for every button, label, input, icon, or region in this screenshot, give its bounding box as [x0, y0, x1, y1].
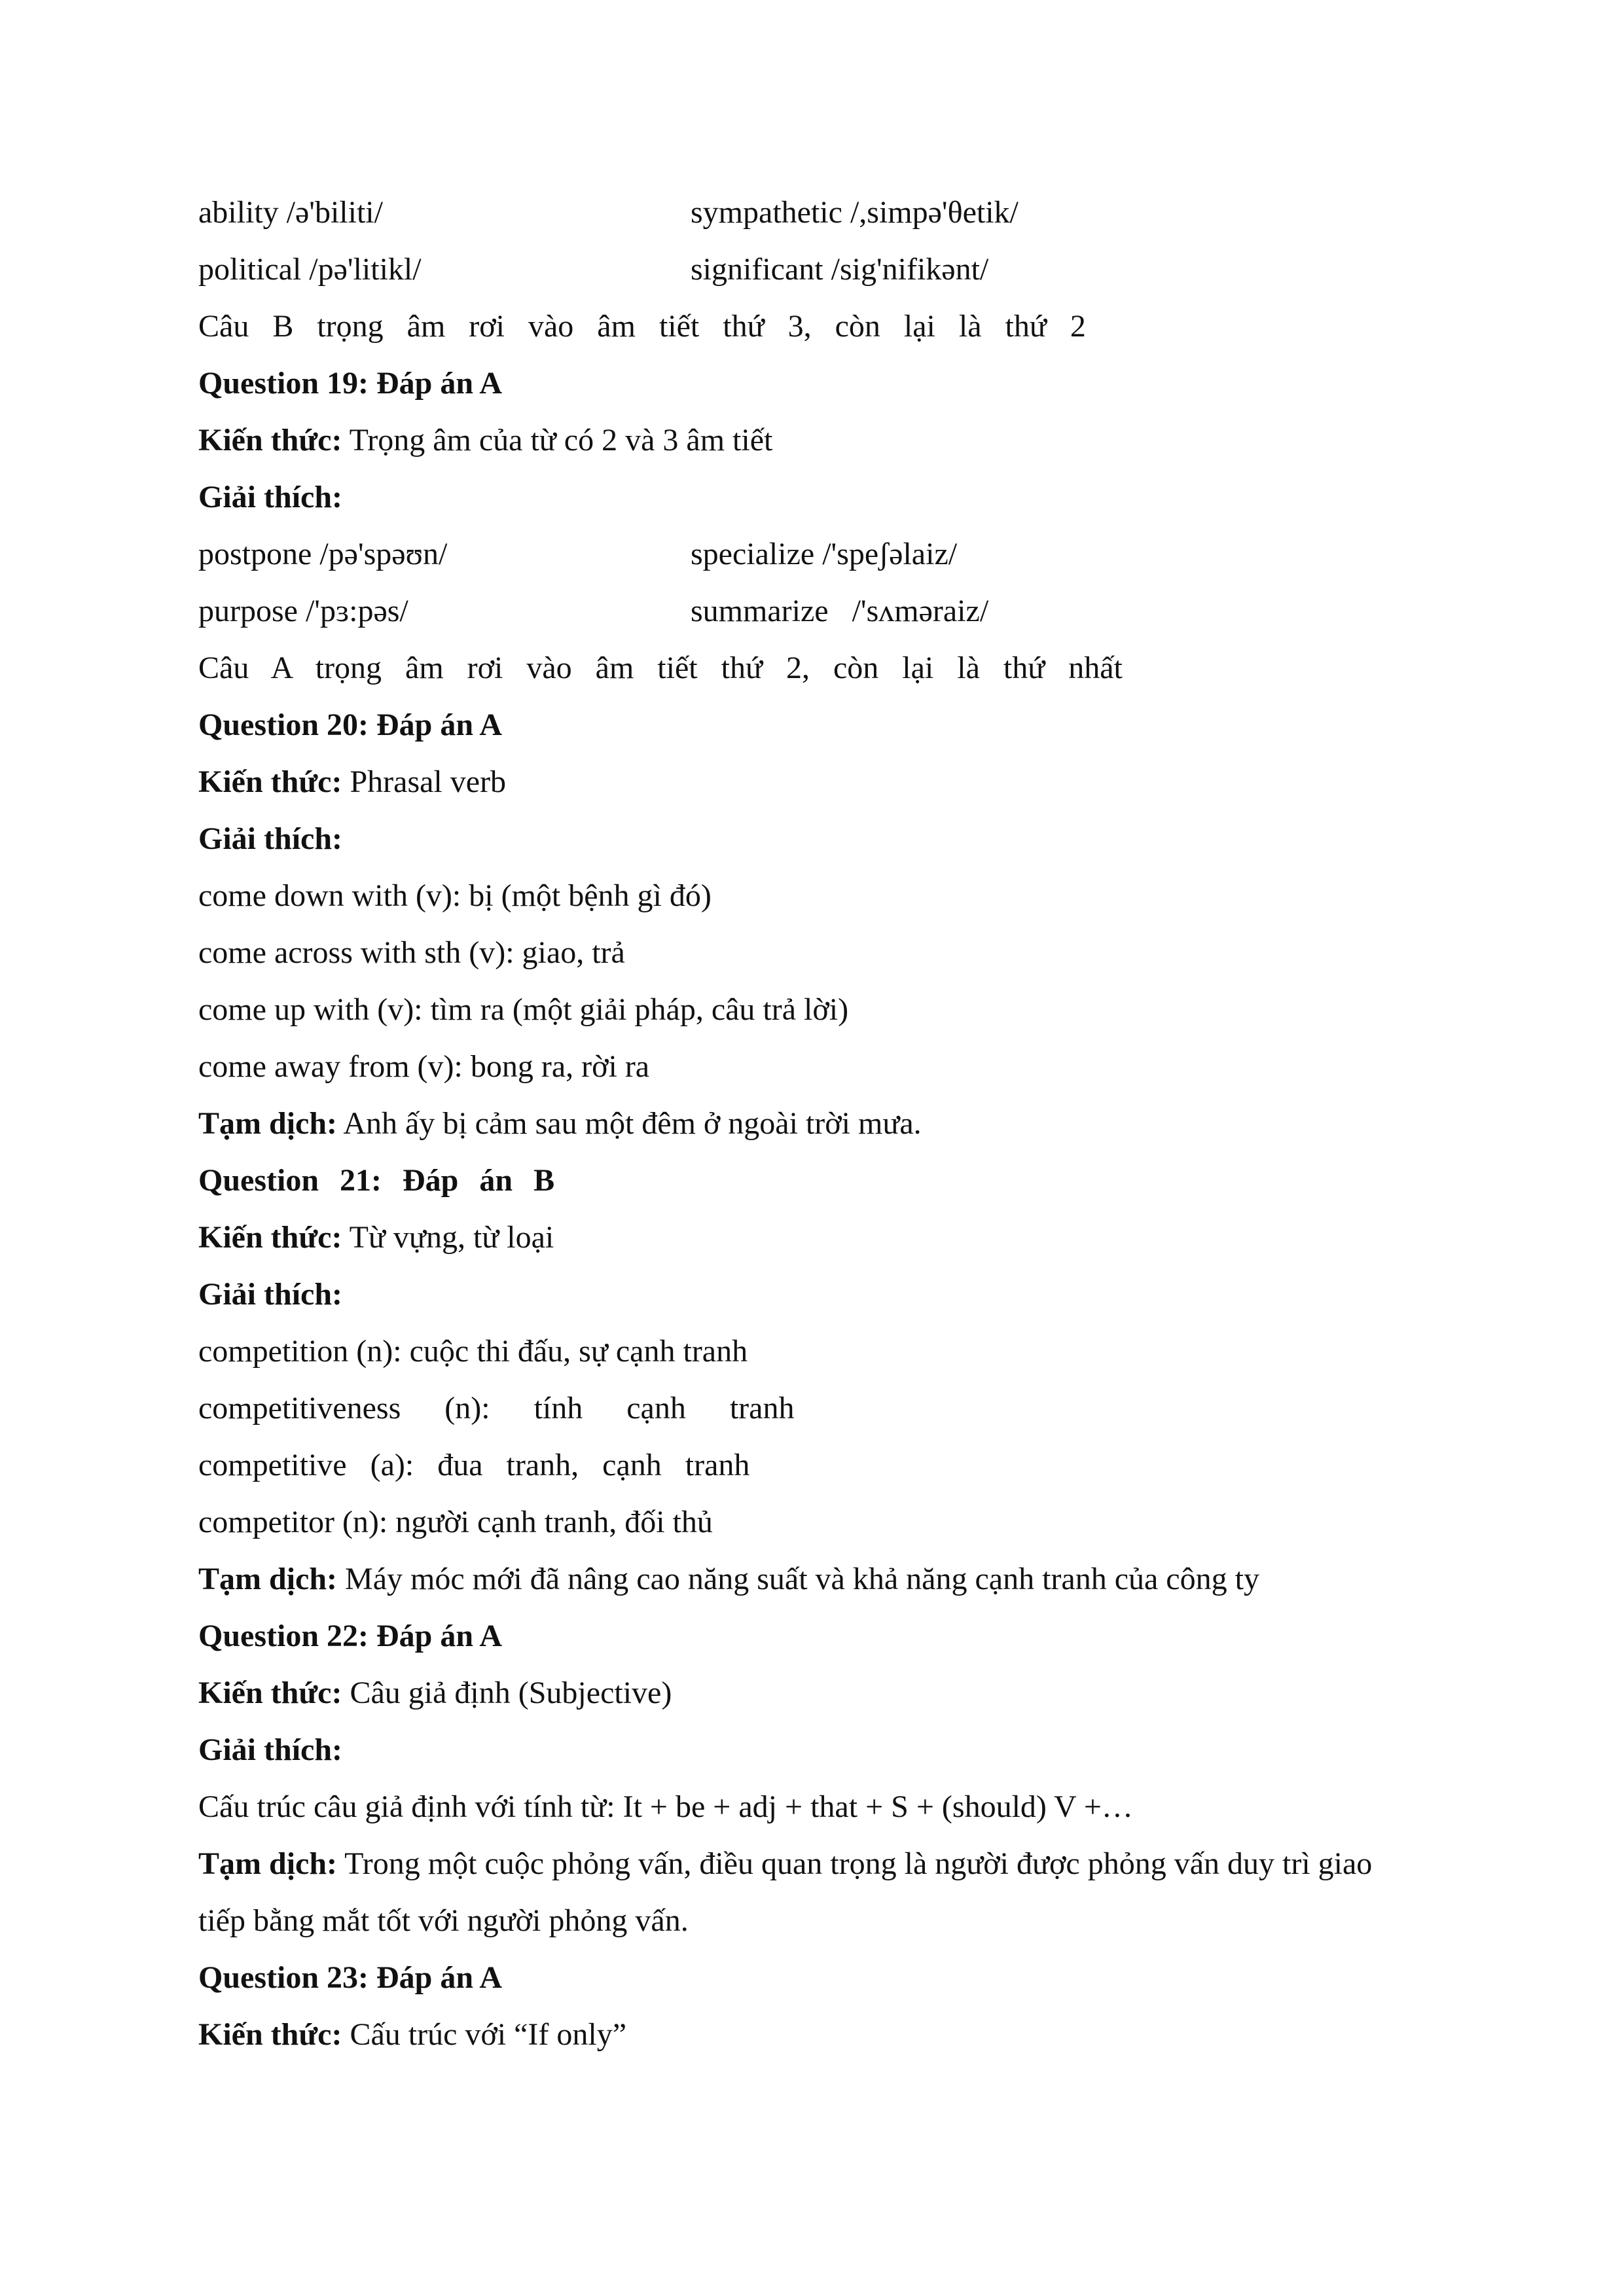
knowledge-label: Kiến thức:: [198, 1220, 342, 1255]
knowledge-text: Từ vựng, từ loại: [342, 1220, 554, 1255]
translation-text: Máy móc mới đã nâng cao năng suất và khả năng cạnh tranh của công ty: [337, 1562, 1259, 1596]
definition-line: come up with (v): tìm ra (một giải pháp, câu trả lời): [198, 992, 849, 1027]
question-heading: Question 20: Đáp án A: [198, 708, 503, 742]
ipa-left: ability /ə'biliti/: [198, 195, 383, 230]
question-heading: Question 21: Đáp án B: [198, 1163, 555, 1198]
knowledge-text: Cấu trúc với “If only”: [342, 2017, 627, 2052]
definition-line: competitive (a): đua tranh, cạnh tranh: [198, 1448, 750, 1482]
ipa-right: significant /sig'nifikənt/: [691, 252, 989, 287]
knowledge-label: Kiến thức:: [198, 1676, 342, 1710]
definition-line: competitor (n): người cạnh tranh, đối thủ: [198, 1505, 713, 1539]
translation-text: Trong một cuộc phỏng vấn, điều quan trọng là người được phỏng vấn duy trì giao: [337, 1846, 1373, 1881]
knowledge-text: Câu giả định (Subjective): [342, 1676, 672, 1710]
ipa-left: postpone /pə'spəʊn/: [198, 537, 448, 571]
ipa-right: summarize /'sʌməraiz/: [691, 594, 989, 628]
ipa-pair-line: [198, 535, 958, 574]
knowledge-line: [198, 2015, 626, 2054]
knowledge-label: Kiến thức:: [198, 2017, 342, 2052]
knowledge-line: [198, 1674, 672, 1713]
explanation-heading: Giải thích:: [198, 1277, 343, 1312]
ipa-left: purpose /'pɜ:pəs/: [198, 594, 408, 628]
explanation-text: Câu A trọng âm rơi vào âm tiết thứ 2, còn lại là thứ nhất: [198, 651, 1123, 685]
knowledge-line: [198, 1218, 554, 1257]
question-heading: Question 22: Đáp án A: [198, 1619, 503, 1653]
translation-label: Tạm dịch:: [198, 1846, 338, 1881]
explanation-heading: Giải thích:: [198, 821, 343, 856]
explanation-heading: Giải thích:: [198, 480, 343, 514]
ipa-pair-line: [198, 592, 989, 631]
definition-line: come down with (v): bị (một bệnh gì đó): [198, 878, 712, 913]
ipa-right: specialize /'speʃəlaiz/: [691, 537, 958, 571]
structure-line: Cấu trúc câu giả định với tính từ: It + be + adj + that + S + (should) V +…: [198, 1789, 1133, 1824]
definition-line: come away from (v): bong ra, rời ra: [198, 1049, 650, 1084]
knowledge-line: [198, 421, 772, 460]
ipa-right: sympathetic /,simpə'θetik/: [691, 195, 1019, 230]
knowledge-label: Kiến thức:: [198, 764, 342, 799]
question-heading: Question 19: Đáp án A: [198, 366, 503, 401]
translation-label: Tạm dịch:: [198, 1106, 338, 1141]
question-heading: Question 23: Đáp án A: [198, 1960, 503, 1995]
explanation-heading: Giải thích:: [198, 1732, 343, 1767]
ipa-left: political /pə'litikl/: [198, 252, 422, 287]
translation-line: [198, 1844, 1372, 1884]
translation-label: Tạm dịch:: [198, 1562, 338, 1596]
ipa-pair-line: [198, 193, 1019, 232]
knowledge-text: Phrasal verb: [342, 764, 507, 799]
knowledge-label: Kiến thức:: [198, 423, 342, 457]
translation-continuation: tiếp bằng mắt tốt với người phỏng vấn.: [198, 1903, 689, 1938]
knowledge-text: Trọng âm của từ có 2 và 3 âm tiết: [342, 423, 773, 457]
explanation-text: Câu B trọng âm rơi vào âm tiết thứ 3, còn lại là thứ 2: [198, 309, 1086, 344]
definition-line: competition (n): cuộc thi đấu, sự cạnh tranh: [198, 1334, 748, 1369]
translation-line: [198, 1560, 1259, 1599]
definition-line: competitiveness (n): tính cạnh tranh: [198, 1391, 795, 1426]
translation-line: [198, 1104, 922, 1143]
ipa-pair-line: [198, 250, 989, 289]
definition-line: come across with sth (v): giao, trả: [198, 935, 625, 970]
knowledge-line: [198, 762, 506, 802]
translation-text: Anh ấy bị cảm sau một đêm ở ngoài trời mưa.: [337, 1106, 922, 1141]
